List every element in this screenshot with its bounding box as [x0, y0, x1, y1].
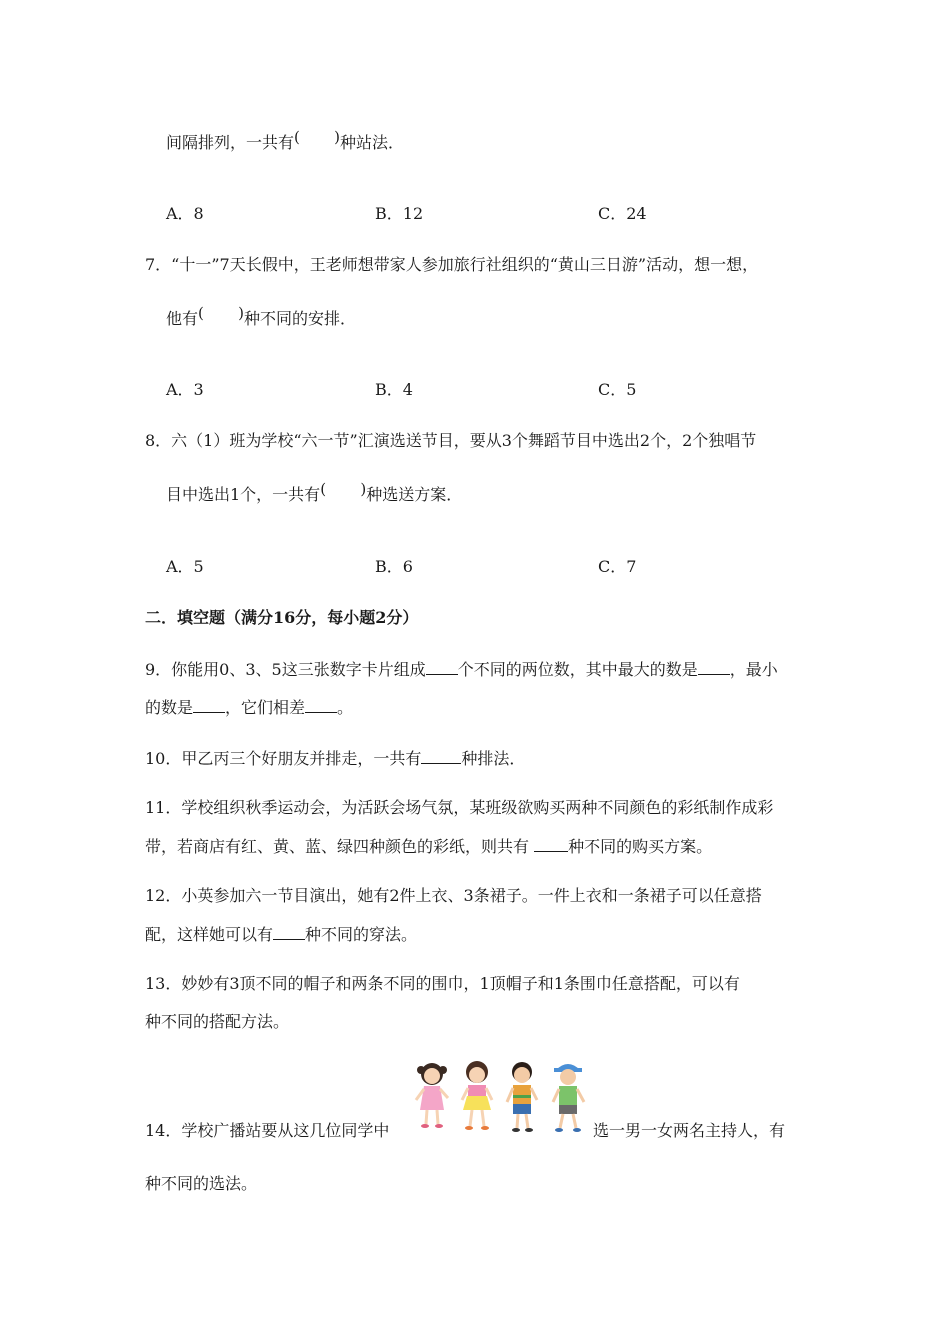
q7-option-b[interactable]: B．4 [375, 380, 413, 399]
q10-text: 种排法． [461, 749, 526, 768]
girl-pink-icon [416, 1063, 448, 1128]
q7-line2 [166, 304, 357, 330]
q14-line1-b: 选一男一女两名主持人，有 [593, 1121, 786, 1140]
q8-stem: 8．六（1）班为学校“六一节”汇演选送节目，要从3个舞蹈节目中选出2个，2个独唱节 [145, 431, 757, 450]
q9-text: 的数是 [145, 698, 194, 717]
q13-line2: 种不同的搭配方法。 [145, 1012, 290, 1031]
q11-text: 种不同的购买方案。 [568, 837, 713, 856]
q14-line1-a: 14．学校广播站要从这几位同学中 [145, 1121, 390, 1140]
q8-option-c[interactable]: C．7 [598, 557, 637, 576]
q8-text-before: 目中选出1个，一共有 [166, 485, 321, 504]
answer-paren[interactable]: ( ) [294, 128, 341, 146]
q8-text-after: 种选送方案． [366, 485, 463, 504]
q7-option-c[interactable]: C．5 [598, 380, 637, 399]
boy-green-icon [553, 1064, 584, 1132]
answer-paren[interactable]: ( ) [198, 304, 245, 322]
q6-text-before: 间隔排列，一共有 [166, 133, 295, 152]
q7-text-after: 种不同的安排． [244, 309, 357, 328]
q7-stem: 7．“十一”7天长假中，王老师想带家人参加旅行社组织的“黄山三日游”活动，想一想， [145, 255, 759, 274]
q6-text-after: 种站法． [340, 133, 405, 152]
answer-blank[interactable] [698, 658, 730, 675]
answer-blank[interactable] [305, 696, 337, 713]
q9-line1 [145, 658, 778, 681]
children-icon [410, 1058, 590, 1136]
q9-text: ，最小 [729, 660, 778, 679]
q6-line [166, 128, 405, 154]
section-heading: 二．填空题（满分16分，每小题2分） [145, 608, 419, 627]
q10-line [145, 747, 525, 770]
q12-text: 配，这样她可以有 [145, 925, 274, 944]
answer-blank[interactable] [193, 696, 225, 713]
answer-blank[interactable] [426, 658, 458, 675]
q8-option-b[interactable]: B．6 [375, 557, 413, 576]
q9-text: 个不同的两位数，其中最大的数是 [457, 660, 698, 679]
q9-text: ，它们相差 [225, 698, 306, 717]
girl-yellow-icon [462, 1061, 492, 1130]
q6-option-b[interactable]: B．12 [375, 204, 424, 223]
q9-line2 [145, 696, 353, 719]
children-illustration [410, 1058, 590, 1136]
boy-orange-icon [507, 1062, 537, 1132]
answer-paren[interactable]: ( ) [320, 480, 367, 498]
q7-option-a[interactable]: A．3 [166, 380, 204, 399]
q8-option-a[interactable]: A．5 [166, 557, 204, 576]
q6-option-a[interactable]: A．8 [166, 204, 204, 223]
q11-line2 [145, 835, 712, 858]
q8-line2 [166, 480, 463, 506]
q12-text: 种不同的穿法。 [305, 925, 418, 944]
q11-text: 带，若商店有红、黄、蓝、绿四种颜色的彩纸，则共有 [145, 837, 535, 856]
answer-blank[interactable] [534, 835, 568, 852]
q13-line1: 13．妙妙有3顶不同的帽子和两条不同的围巾，1顶帽子和1条围巾任意搭配，可以有 [145, 974, 740, 993]
answer-blank[interactable] [273, 923, 305, 940]
q10-text: 10．甲乙丙三个好朋友并排走，一共有 [145, 749, 422, 768]
q11-line1: 11．学校组织秋季运动会，为活跃会场气氛，某班级欲购买两种不同颜色的彩纸制作成彩 [145, 798, 774, 817]
q7-text-before: 他有 [166, 309, 199, 328]
answer-blank[interactable] [421, 747, 461, 764]
q9-text: 。 [337, 698, 354, 717]
q14-line2: 种不同的选法。 [145, 1174, 258, 1193]
q9-text: 9．你能用0、3、5这三张数字卡片组成 [145, 660, 426, 679]
q12-line1: 12．小英参加六一节目演出，她有2件上衣、3条裙子。一件上衣和一条裙子可以任意搭 [145, 886, 762, 905]
q6-option-c[interactable]: C．24 [598, 204, 647, 223]
q12-line2 [145, 923, 417, 946]
